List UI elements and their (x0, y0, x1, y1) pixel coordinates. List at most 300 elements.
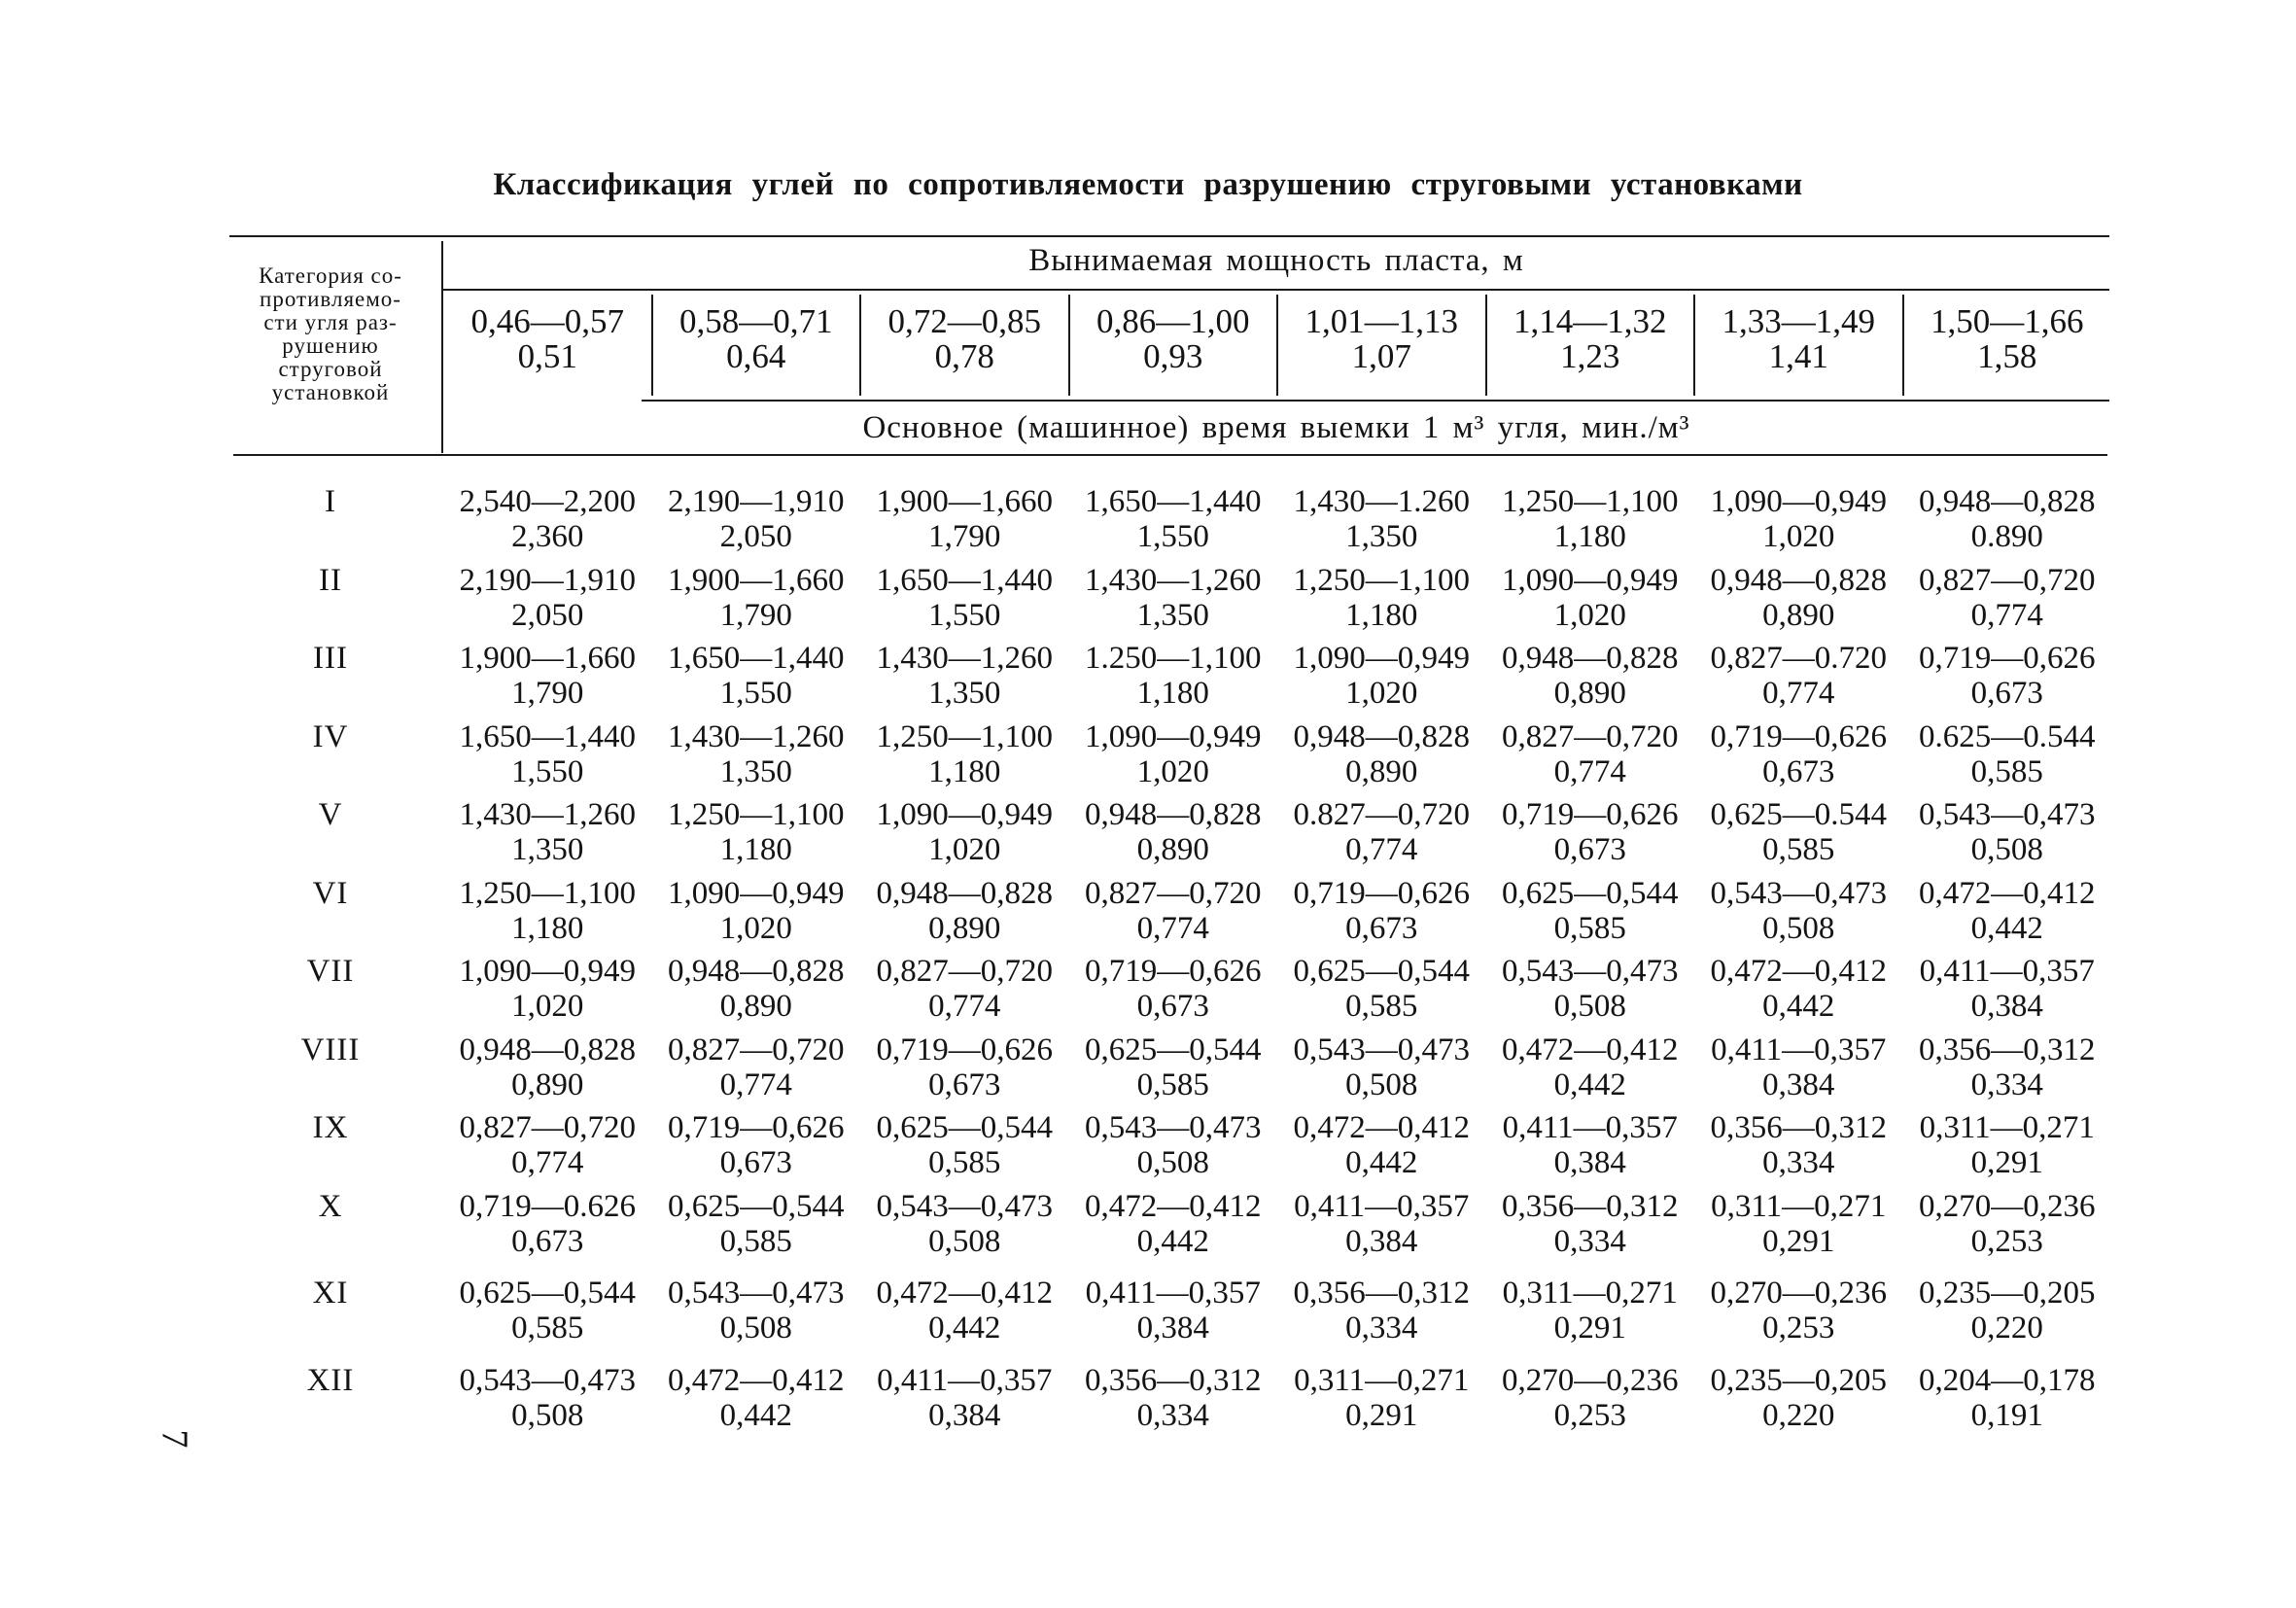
time-range: 0,411—0,357 (1502, 1110, 1678, 1145)
table-cell (1268, 1110, 1496, 1180)
time-average: 1,350 (511, 832, 584, 867)
time-range: 1,900—1,660 (668, 562, 845, 598)
table-cell (851, 1363, 1079, 1433)
time-average: 1,020 (511, 989, 584, 1024)
time-range: 0,625—0,544 (1293, 954, 1470, 989)
time-average: 0,508 (928, 1223, 1001, 1259)
time-range: 0,311—0,271 (1294, 1362, 1470, 1398)
time-range: 0,719—0,626 (876, 1031, 1053, 1067)
table-cell (1268, 1189, 1496, 1259)
table-cell (1685, 954, 1913, 1024)
table-cell (643, 954, 871, 1024)
thickness-header-rule (443, 289, 2109, 291)
time-average: 0,585 (1762, 832, 1835, 867)
time-range: 0,948—0,828 (459, 1031, 636, 1067)
time-range: 0,543—0,473 (1293, 1031, 1470, 1067)
time-range: 0,827—0,720 (876, 954, 1053, 989)
thickness-range: 1,01—1,13 (1305, 302, 1458, 340)
time-range: 1,650—1,440 (459, 718, 636, 754)
time-average: 0,220 (1762, 1397, 1835, 1433)
time-range: 0,472—0,412 (1293, 1110, 1470, 1145)
table-cell (1477, 1276, 1705, 1346)
time-range: 1,430—1,260 (668, 718, 845, 754)
table-cell (434, 563, 662, 633)
table-cell (1268, 563, 1496, 633)
time-average: 0,442 (1136, 1223, 1209, 1259)
time-range: 2,190—1,910 (668, 484, 845, 519)
table-cell (1894, 719, 2122, 789)
table-cell (643, 1189, 871, 1259)
table-cell (1894, 1189, 2122, 1259)
table-cell (1685, 641, 1913, 711)
time-range: 0,543—0,473 (876, 1188, 1053, 1224)
time-average: 0,774 (1762, 676, 1835, 711)
table-cell (1894, 876, 2122, 946)
time-range: 0,625—0,544 (1085, 1031, 1262, 1067)
table-cell (1268, 797, 1496, 867)
table-cell (1060, 876, 1288, 946)
time-range: 0,719—0,626 (668, 1110, 845, 1145)
time-range: 1,250—1,100 (876, 718, 1053, 754)
time-range: 1,250—1,100 (1293, 562, 1470, 598)
table-cell (643, 1110, 871, 1180)
time-range: 0,356—0,312 (1502, 1188, 1679, 1224)
time-average: 0,774 (1136, 910, 1209, 946)
table-cell (1268, 484, 1496, 554)
table-cell (1060, 1189, 1288, 1259)
time-average: 0,253 (1970, 1223, 2043, 1259)
time-range: 1,090—0,949 (1293, 641, 1470, 676)
time-range: 1,650—1,440 (1085, 484, 1262, 519)
table-cell (1894, 954, 2122, 1024)
time-range: 1,430—1,260 (459, 797, 636, 832)
time-average: 0,384 (1345, 1223, 1418, 1259)
table-cell (1894, 797, 2122, 867)
time-range: 0,719—0,626 (1502, 797, 1679, 832)
time-range: 0,948—0,828 (1085, 797, 1262, 832)
time-range: 0,311—0,271 (1919, 1110, 2095, 1145)
time-range: 0,356—0,312 (1085, 1362, 1262, 1398)
table-cell (1268, 719, 1496, 789)
time-average: 0,774 (1345, 832, 1418, 867)
table-cell (1060, 1110, 1288, 1180)
table-cell (1060, 641, 1288, 711)
time-range: 0,311—0,271 (1502, 1276, 1678, 1311)
time-header: Основное (машинное) время выемки 1 м³ угля, мин./м³ (862, 410, 1690, 445)
time-average: 0,291 (1970, 1145, 2043, 1180)
time-range: 0,948—0,828 (1293, 718, 1470, 754)
time-average: 0,384 (928, 1397, 1001, 1433)
table-cell (1477, 1189, 1705, 1259)
time-range: 1,430—1.260 (1293, 484, 1470, 519)
time-range: 1,090—0,949 (1085, 718, 1262, 754)
table-cell (1060, 484, 1288, 554)
time-range: 1,430—1,260 (1085, 562, 1262, 598)
table-cell (434, 641, 662, 711)
table-cell (1477, 641, 1705, 711)
table-cell (851, 1110, 1079, 1180)
table-cell (1685, 1189, 1913, 1259)
thickness-range: 1,50—1,66 (1931, 302, 2084, 340)
time-average: 0,384 (1553, 1145, 1626, 1180)
column-divider (1902, 295, 1904, 396)
time-range: 0,472—0,412 (876, 1276, 1053, 1311)
time-range: 0,625—0.544 (1710, 797, 1887, 832)
time-average: 1,790 (719, 597, 792, 633)
thickness-range: 0,58—0,71 (679, 302, 833, 340)
column-divider (651, 295, 653, 396)
table-cell (1685, 1363, 1913, 1433)
time-average: 1,020 (1136, 753, 1209, 789)
time-average: 0,585 (1345, 989, 1418, 1024)
time-average: 0,442 (1553, 1066, 1626, 1102)
column-divider (1276, 295, 1278, 396)
time-average: 0,191 (1970, 1397, 2043, 1433)
table-cell (643, 876, 871, 946)
thickness-range: 1,33—1,49 (1722, 302, 1875, 340)
table-cell (1060, 563, 1288, 633)
time-average: 0,508 (511, 1397, 584, 1433)
time-range: 0,411—0,357 (877, 1362, 1053, 1398)
table-cell (1477, 719, 1705, 789)
table-cell (643, 641, 871, 711)
time-range: 0,270—0,236 (1502, 1362, 1679, 1398)
table-cell (434, 1032, 662, 1102)
time-average: 1,180 (511, 910, 584, 946)
time-average: 0,334 (1970, 1066, 2043, 1102)
time-average: 1,350 (1136, 597, 1209, 633)
time-range: 1,250—1,100 (668, 797, 845, 832)
thickness-average: 1,23 (1560, 337, 1620, 375)
table-cell (851, 1276, 1079, 1346)
time-range: 0,948—0,828 (876, 875, 1053, 911)
time-average: 0,508 (1970, 832, 2043, 867)
time-average: 0,890 (719, 989, 792, 1024)
time-average: 0,585 (719, 1223, 792, 1259)
table-cell (643, 719, 871, 789)
table-cell (1268, 876, 1496, 946)
time-range: 0,472—0,412 (1710, 954, 1887, 989)
time-average: 0,673 (928, 1066, 1001, 1102)
time-average: 0,442 (719, 1397, 792, 1433)
time-range: 0,204—0,178 (1919, 1362, 2096, 1398)
table-cell (851, 1189, 1079, 1259)
column-divider (1068, 295, 1070, 396)
time-average: 0,334 (1762, 1145, 1835, 1180)
time-header-rule (642, 400, 2109, 402)
table-cell (434, 876, 662, 946)
time-range: 0,411—0,357 (1294, 1188, 1470, 1224)
table-cell (1477, 797, 1705, 867)
row-category: XI (312, 1276, 349, 1311)
table-cell (851, 484, 1079, 554)
time-average: 0,253 (1553, 1397, 1626, 1433)
table-cell (851, 954, 1079, 1024)
row-category: II (319, 562, 342, 598)
table-cell (434, 1363, 662, 1433)
time-range: 1,650—1,440 (876, 562, 1053, 598)
time-average: 1,350 (719, 753, 792, 789)
time-range: 0.625—0.544 (1919, 718, 2096, 754)
thickness-average: 1,58 (1977, 337, 2037, 375)
time-range: 1,250—1,100 (459, 875, 636, 911)
column-divider (1485, 295, 1487, 396)
table-cell (434, 954, 662, 1024)
table-top-rule (229, 235, 2109, 237)
time-range: 1,090—0,949 (876, 797, 1053, 832)
table-cell (434, 797, 662, 867)
time-range: 0,472—0,412 (1502, 1031, 1679, 1067)
time-average: 0,291 (1345, 1397, 1418, 1433)
table-cell (643, 484, 871, 554)
time-average: 0,890 (928, 910, 1001, 946)
table-cell (434, 1110, 662, 1180)
time-average: 0,673 (1553, 832, 1626, 867)
time-range: 0,356—0,312 (1919, 1031, 2096, 1067)
table-cell (1685, 876, 1913, 946)
time-average: 0,442 (1345, 1145, 1418, 1180)
table-cell (1685, 719, 1913, 789)
time-average: 1,550 (511, 753, 584, 789)
time-average: 0,774 (719, 1066, 792, 1102)
time-average: 1,550 (1136, 519, 1209, 554)
time-range: 0,472—0,412 (1919, 875, 2096, 911)
time-range: 0,827—0,720 (1919, 562, 2096, 598)
time-average: 0,585 (928, 1145, 1001, 1180)
time-average: 0,890 (1762, 597, 1835, 633)
time-average: 1,350 (1345, 519, 1418, 554)
time-average: 0,442 (1970, 910, 2043, 946)
time-average: 0,384 (1762, 1066, 1835, 1102)
time-average: 1,020 (1345, 676, 1418, 711)
time-range: 0,948—0,828 (1919, 484, 2096, 519)
time-average: 0,442 (1762, 989, 1835, 1024)
time-average: 0,442 (928, 1311, 1001, 1346)
time-average: 0,384 (1136, 1311, 1209, 1346)
time-average: 0,890 (511, 1066, 584, 1102)
time-range: 0,719—0,626 (1293, 875, 1470, 911)
thickness-header: Вынимаемая мощность пласта, м (1028, 243, 1524, 278)
row-category: VIII (300, 1031, 361, 1067)
time-average: 0,334 (1553, 1223, 1626, 1259)
thickness-average: 0,51 (517, 337, 577, 375)
row-category: IX (312, 1110, 349, 1145)
thickness-column-header (1486, 304, 1695, 374)
time-range: 0,543—0,473 (1919, 797, 2096, 832)
row-category: V (318, 797, 343, 832)
time-range: 0,543—0,473 (668, 1276, 845, 1311)
time-range: 2,540—2,200 (459, 484, 636, 519)
thickness-column-header (1903, 304, 2112, 374)
table-cell (1268, 954, 1496, 1024)
thickness-average: 0,64 (726, 337, 786, 375)
time-average: 1,180 (1136, 676, 1209, 711)
time-range: 0,472—0,412 (1085, 1188, 1262, 1224)
table-cell (1060, 1032, 1288, 1102)
time-range: 0,625—0,544 (459, 1276, 636, 1311)
time-range: 0,356—0,312 (1293, 1276, 1470, 1311)
thickness-range: 0,46—0,57 (470, 302, 624, 340)
time-range: 0,311—0,271 (1711, 1188, 1887, 1224)
time-range: 0,625—0,544 (1502, 875, 1679, 911)
time-range: 1.250—1,100 (1085, 641, 1262, 676)
time-range: 0,719—0,626 (1710, 718, 1887, 754)
time-average: 0,585 (1553, 910, 1626, 946)
thickness-column-header (652, 304, 861, 374)
table-cell (1894, 1110, 2122, 1180)
time-average: 0,673 (1345, 910, 1418, 946)
time-average: 1,550 (719, 676, 792, 711)
table-cell (1060, 1363, 1288, 1433)
time-range: 1,430—1,260 (876, 641, 1053, 676)
thickness-column-header (443, 304, 652, 374)
thickness-average: 0,93 (1143, 337, 1203, 375)
time-range: 1,650—1,440 (668, 641, 845, 676)
table-cell (1894, 1032, 2122, 1102)
time-range: 1,090—0,949 (459, 954, 636, 989)
time-range: 0,543—0,473 (1502, 954, 1679, 989)
time-average: 1,790 (928, 519, 1001, 554)
table-cell (851, 719, 1079, 789)
time-range: 0,827—0.720 (1710, 641, 1887, 676)
time-range: 0,411—0,357 (1919, 954, 2095, 989)
table-cell (851, 641, 1079, 711)
time-average: 0,774 (1553, 753, 1626, 789)
table-cell (1894, 563, 2122, 633)
time-average: 0,890 (1345, 753, 1418, 789)
table-cell (1268, 1363, 1496, 1433)
time-range: 1,250—1,100 (1502, 484, 1679, 519)
time-average: 1,180 (1345, 597, 1418, 633)
table-cell (643, 1032, 871, 1102)
time-average: 0,774 (1970, 597, 2043, 633)
time-range: 0,625—0,544 (876, 1110, 1053, 1145)
row-category: VI (312, 875, 349, 911)
time-average: 2,050 (719, 519, 792, 554)
time-range: 0,827—0,720 (1085, 875, 1262, 911)
header-bottom-rule (233, 454, 2107, 456)
table-cell (1060, 954, 1288, 1024)
table-cell (1477, 484, 1705, 554)
thickness-range: 0,86—1,00 (1096, 302, 1250, 340)
time-average: 0,890 (1553, 676, 1626, 711)
thickness-average: 1,41 (1768, 337, 1828, 375)
table-cell (643, 797, 871, 867)
time-range: 0,827—0,720 (668, 1031, 845, 1067)
time-average: 0,673 (1136, 989, 1209, 1024)
table-cell (434, 484, 662, 554)
table-cell (434, 1189, 662, 1259)
thickness-range: 0,72—0,85 (887, 302, 1041, 340)
time-average: 0,508 (1345, 1066, 1418, 1102)
time-range: 0,411—0,357 (1711, 1031, 1887, 1067)
time-range: 0,472—0,412 (668, 1362, 845, 1398)
table-cell (434, 719, 662, 789)
table-cell (1268, 1276, 1496, 1346)
time-average: 1,180 (719, 832, 792, 867)
time-range: 0,235—0,205 (1710, 1362, 1887, 1398)
row-category: III (313, 641, 348, 676)
time-average: 0,334 (1345, 1311, 1418, 1346)
time-average: 0,585 (1970, 753, 2043, 789)
time-average: 1,180 (928, 753, 1001, 789)
table-cell (1685, 1032, 1913, 1102)
table-cell (1685, 1276, 1913, 1346)
table-cell (851, 876, 1079, 946)
time-average: 0,508 (719, 1311, 792, 1346)
table-cell (1060, 719, 1288, 789)
table-cell (1268, 641, 1496, 711)
category-header: Категория со- противляемо- сти угля раз- рушению струговой установкой (259, 263, 402, 404)
column-divider (859, 295, 861, 396)
page-title: Классификация углей по сопротивляемости разрушению струговыми установками (493, 167, 1803, 202)
table-cell (1685, 484, 1913, 554)
time-range: 0,827—0,720 (1502, 718, 1679, 754)
table-cell (643, 1276, 871, 1346)
time-average: 0,384 (1970, 989, 2043, 1024)
time-range: 1,900—1,660 (876, 484, 1053, 519)
time-range: 2,190—1,910 (459, 562, 636, 598)
time-range: 0,543—0,473 (1085, 1110, 1262, 1145)
table-cell (1477, 1110, 1705, 1180)
table-cell (1894, 1363, 2122, 1433)
thickness-column-header (1069, 304, 1278, 374)
time-average: 1,020 (1553, 597, 1626, 633)
time-range: 1,090—0,949 (668, 875, 845, 911)
table-cell (851, 797, 1079, 867)
time-average: 0,673 (511, 1223, 584, 1259)
thickness-column-header (1694, 304, 1903, 374)
column-divider (1693, 295, 1695, 396)
time-average: 0,508 (1762, 910, 1835, 946)
time-average: 2,360 (511, 519, 584, 554)
time-range: 0,827—0,720 (459, 1110, 636, 1145)
time-average: 1,020 (928, 832, 1001, 867)
time-average: 0,673 (1762, 753, 1835, 789)
time-range: 0,948—0,828 (1502, 641, 1679, 676)
time-range: 0,719—0,626 (1085, 954, 1262, 989)
time-average: 0,253 (1762, 1311, 1835, 1346)
thickness-column-header (860, 304, 1069, 374)
table-cell (1685, 797, 1913, 867)
table-cell (434, 1276, 662, 1346)
time-range: 0,356—0,312 (1710, 1110, 1887, 1145)
time-average: 1,550 (928, 597, 1001, 633)
time-average: 1,020 (719, 910, 792, 946)
time-range: 0,235—0,205 (1919, 1276, 2096, 1311)
time-range: 0,270—0,236 (1919, 1188, 2096, 1224)
time-range: 0,719—0.626 (459, 1188, 636, 1224)
time-range: 0,543—0,473 (459, 1362, 636, 1398)
time-average: 0,673 (719, 1145, 792, 1180)
time-average: 0,890 (1136, 832, 1209, 867)
table-cell (851, 563, 1079, 633)
table-cell (1685, 1110, 1913, 1180)
thickness-column-header (1277, 304, 1486, 374)
time-average: 1,180 (1553, 519, 1626, 554)
table-cell (1894, 641, 2122, 711)
time-range: 0,948—0,828 (1710, 562, 1887, 598)
time-range: 0,719—0,626 (1919, 641, 2096, 676)
time-average: 0,673 (1970, 676, 2043, 711)
time-average: 0,334 (1136, 1397, 1209, 1433)
time-average: 1,350 (928, 676, 1001, 711)
time-average: 2,050 (511, 597, 584, 633)
time-average: 0,291 (1553, 1311, 1626, 1346)
thickness-average: 1,07 (1351, 337, 1411, 375)
time-average: 0,220 (1970, 1311, 2043, 1346)
time-range: 0,948—0,828 (668, 954, 845, 989)
